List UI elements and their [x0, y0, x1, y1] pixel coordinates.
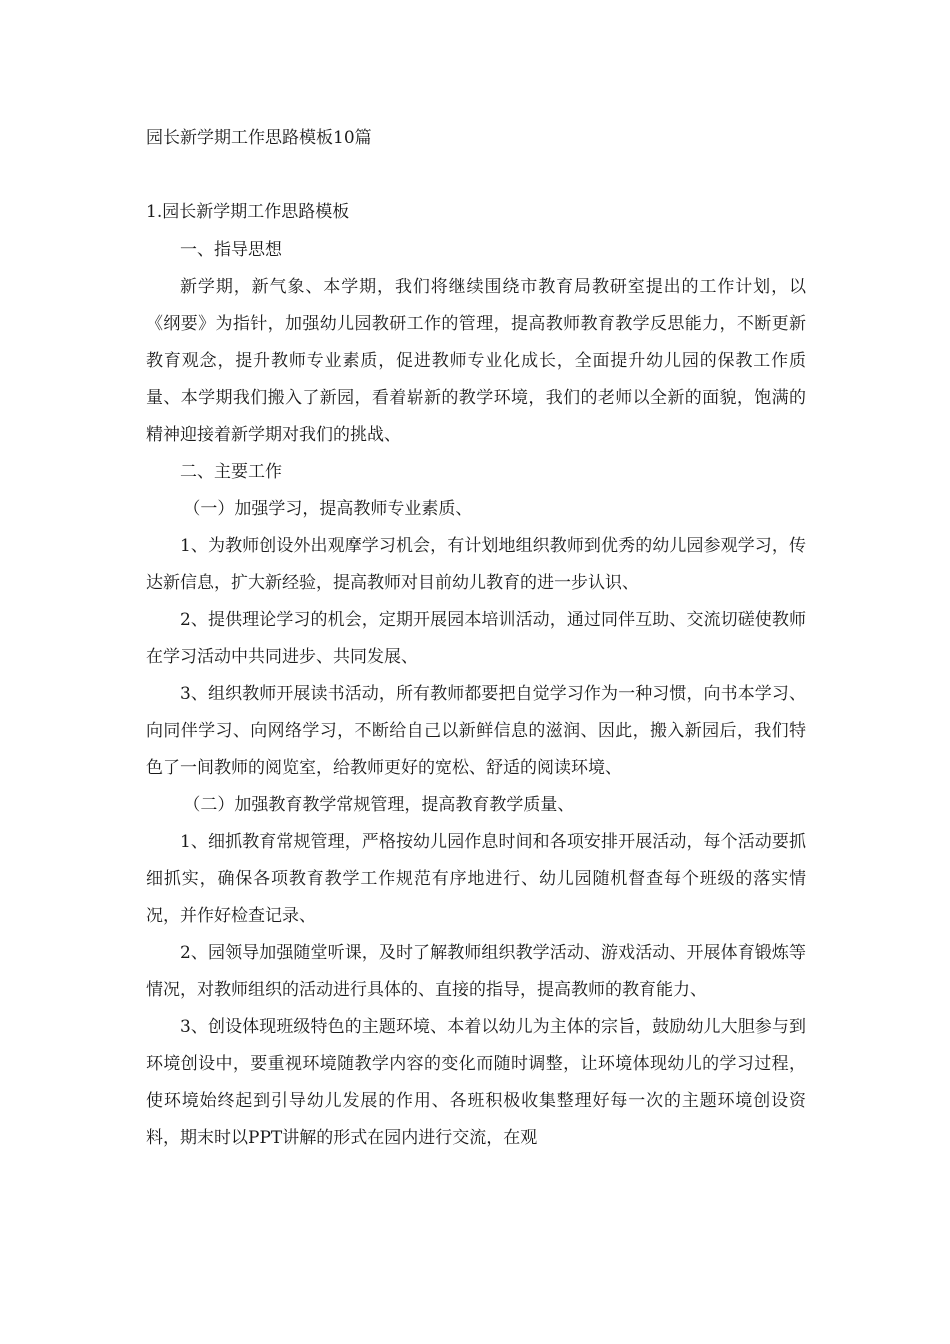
paragraph: 2、提供理论学习的机会，定期开展园本培训活动，通过同伴互助、交流切磋使教师在学习活动中共同进步、共同发展、 [146, 610, 806, 667]
subheading: （一）加强学习，提高教师专业素质、 [183, 499, 473, 519]
document-body [146, 232, 806, 1157]
paragraph: 1、为教师创设外出观摩学习机会，有计划地组织教师到优秀的幼儿园参观学习，传达新信息，扩大新经验，提高教师对目前幼儿教育的进一步认识、 [146, 536, 806, 593]
heading-main-work: 二、主要工作 [180, 462, 282, 482]
heading-guiding-ideology: 一、指导思想 [180, 240, 282, 260]
paragraph: 3、创设体现班级特色的主题环境、本着以幼儿为主体的宗旨，鼓励幼儿大胆参与到环境创设中，要重视环境随教学内容的变化而随时调整，让环境体现幼儿的学习过程，使环境始终起到引导幼儿发展的作用、各班积极收集整理好每一次的主题环境创设资料，期末时以PPT讲解的形式在园内进行交流，在观 [146, 1017, 806, 1148]
section-title: 1.园长新学期工作思路模板 [146, 202, 350, 222]
paragraph: 1、细抓教育常规管理，严格按幼儿园作息时间和各项安排开展活动，每个活动要抓细抓实，确保各项教育教学工作规范有序地进行、幼儿园随机督查每个班级的落实情况，并作好检查记录、 [146, 832, 806, 926]
paragraph: 3、组织教师开展读书活动，所有教师都要把自觉学习作为一种习惯，向书本学习、向同伴学习、向网络学习，不断给自己以新鲜信息的滋润、因此，搬入新园后，我们特色了一间教师的阅览室，给教师更好的宽松、舒适的阅读环境、 [146, 684, 806, 778]
paragraph: 新学期，新气象、本学期，我们将继续围绕市教育局教研室提出的工作计划，以《纲要》为指针，加强幼儿园教研工作的管理，提高教师教育教学反思能力，不断更新教育观念，提升教师专业素质，促进教师专业化成长，全面提升幼儿园的保教工作质量、本学期我们搬入了新园，看着崭新的教学环境，我们的老师以全新的面貌，饱满的精神迎接着新学期对我们的挑战、 [146, 277, 806, 445]
paragraph: 2、园领导加强随堂听课，及时了解教师组织教学活动、游戏活动、开展体育锻炼等情况，对教师组织的活动进行具体的、直接的指导，提高教师的教育能力、 [146, 943, 806, 1000]
subheading: （二）加强教育教学常规管理，提高教育教学质量、 [183, 795, 575, 815]
document-title: 园长新学期工作思路模板10篇 [146, 128, 372, 148]
